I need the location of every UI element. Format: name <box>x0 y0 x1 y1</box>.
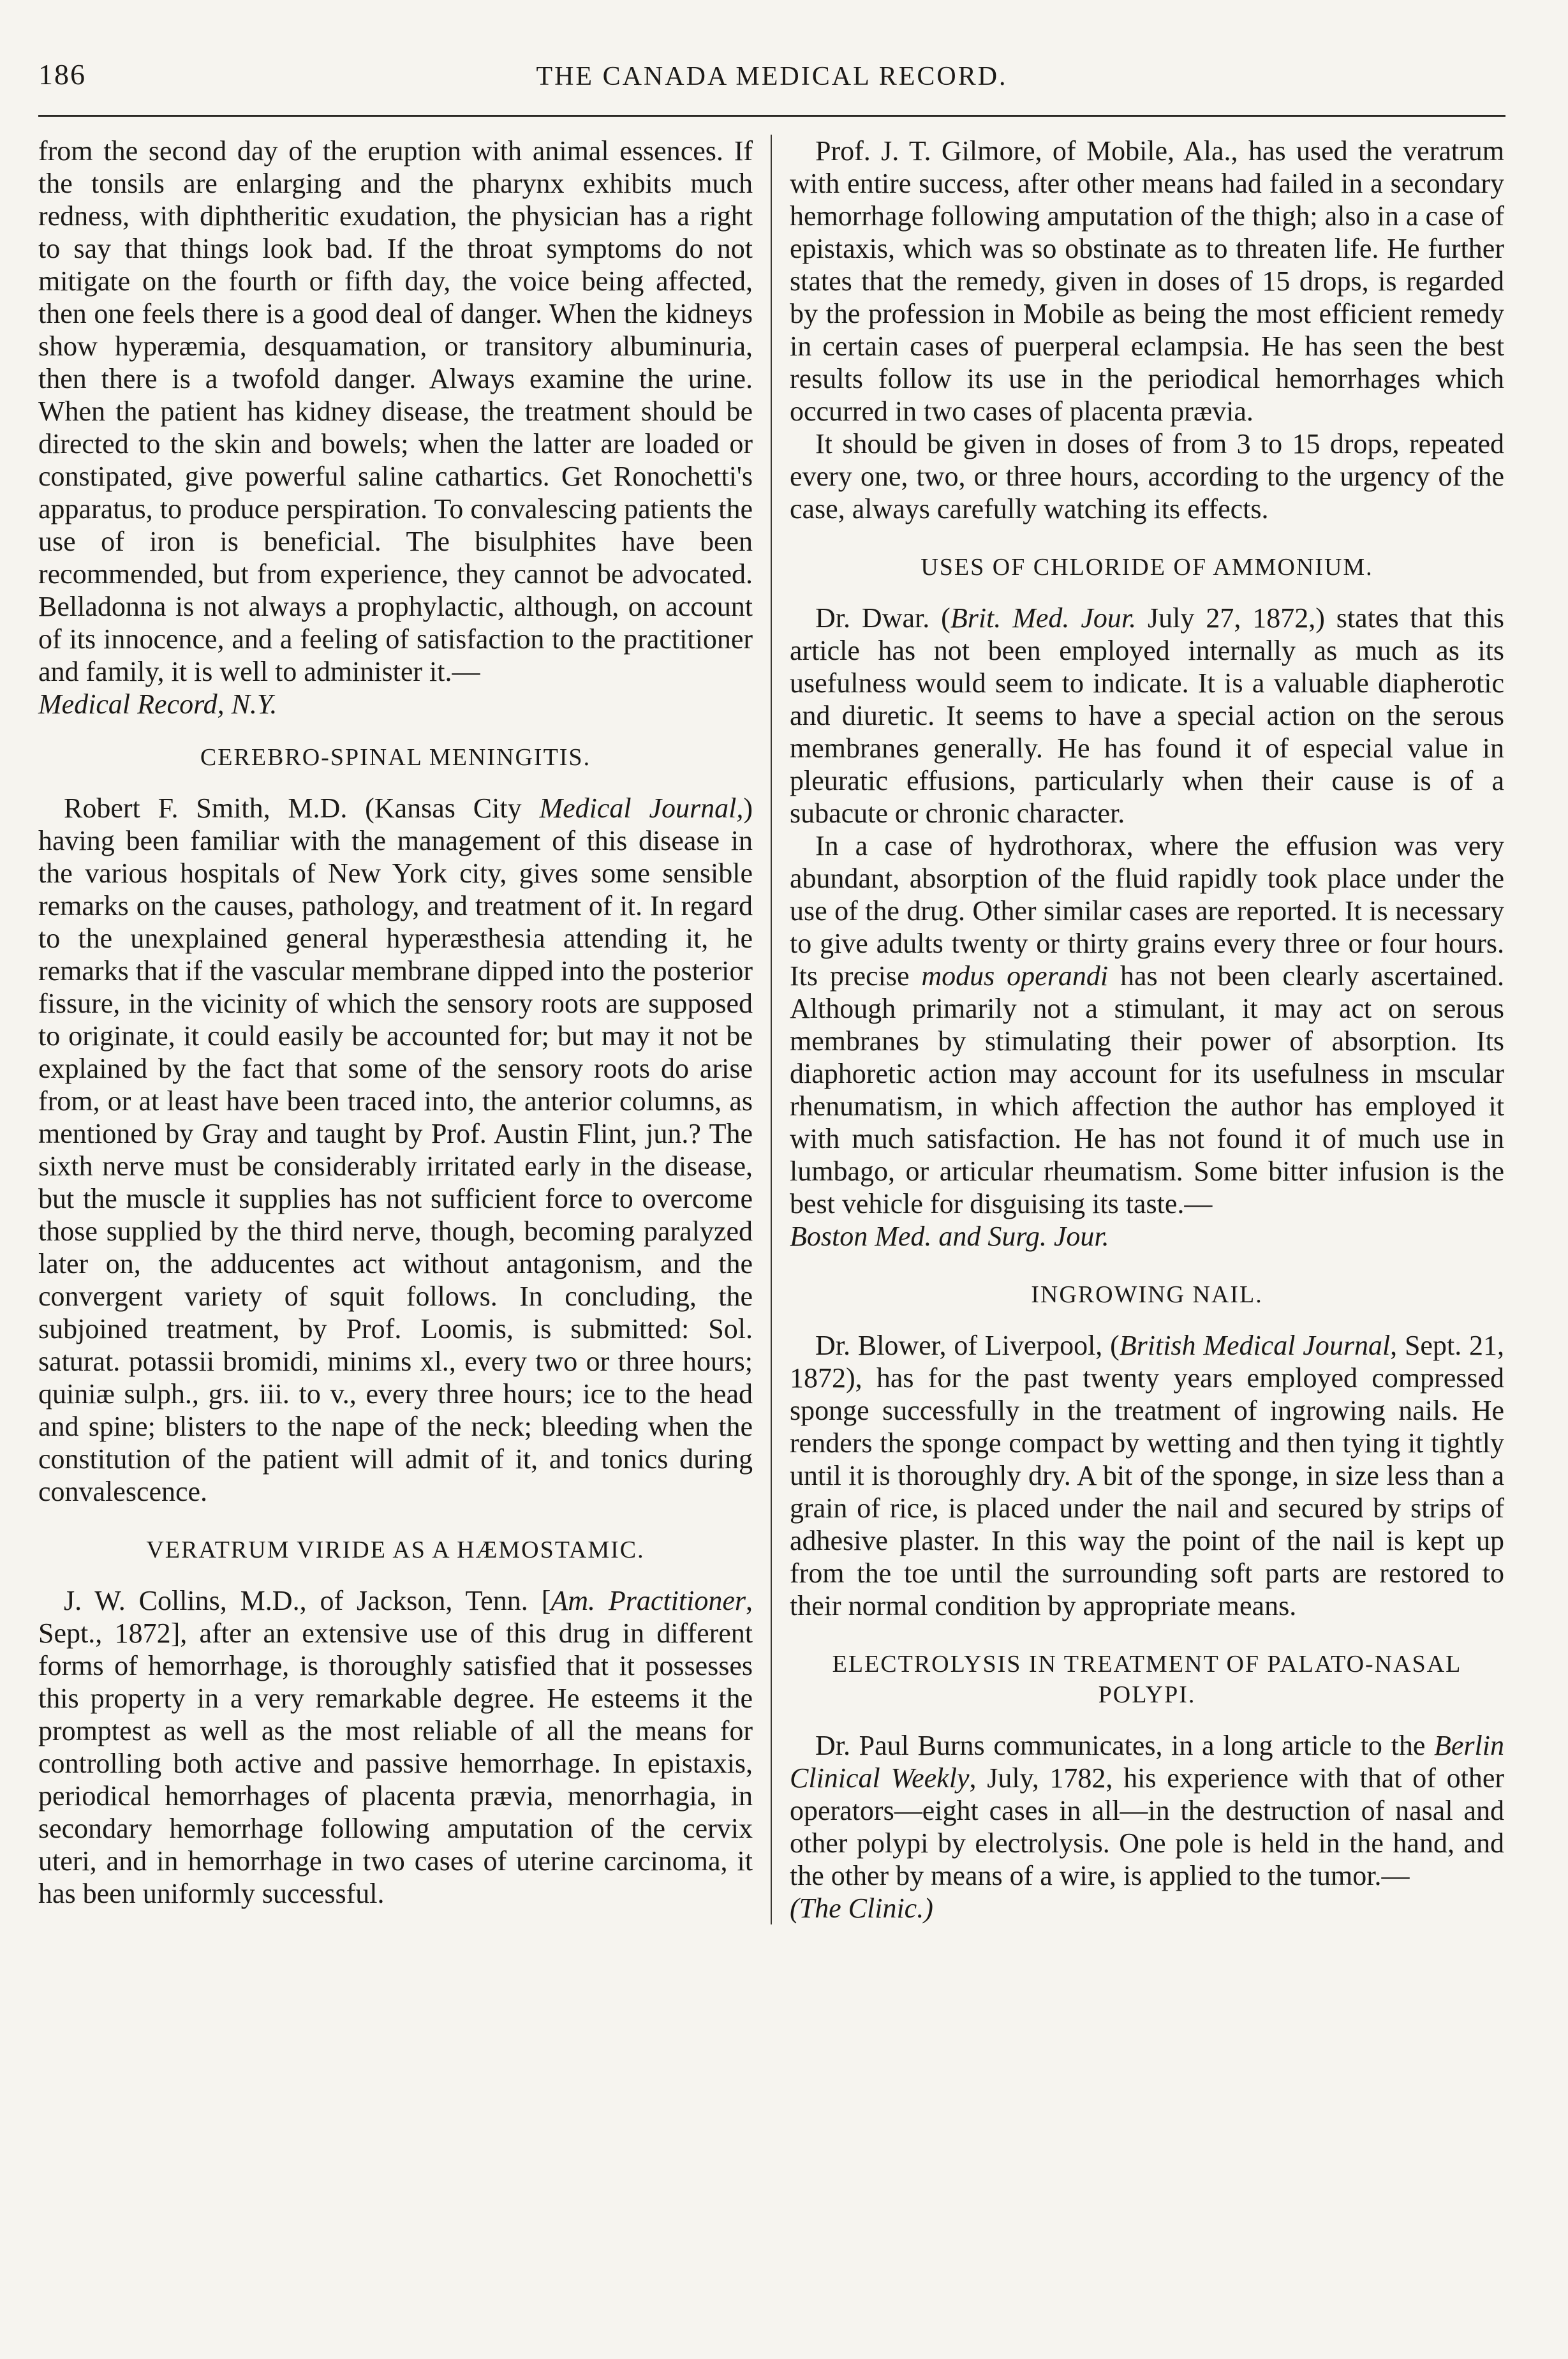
source-citation: British Medical Journal <box>1119 1330 1391 1361</box>
paragraph-text: Dr. Paul Burns communicates, in a long article to the <box>815 1730 1435 1761</box>
source-citation: Boston Med. and Surg. Jour. <box>790 1221 1109 1252</box>
paragraph-text: ) having been familiar with the management of this disease in the various hospitals of New York city, gives some sensible remarks on the causes, pathology, and treatment of it. In regard to the unexplained general hyperæsthesia attending it, he remarks that if the vascular membrane dipped into the posterior fissure, in the vicinity of which the sensory roots are supposed to originate, it could easily be accounted for; but may it not be explained by the fact that some of the sensory roots do arise from, or at least have been traced into, the anterior columns, as mentioned by Gray and taught by Prof. Austin Flint, jun.? The sixth nerve must be considerably irritated early in the disease, but the muscle it supplies has not sufficient force to overcome those supplied by the third nerve, though, becoming paralyzed later on, the adducentes act without antagonism, and the convergent variety of squit follows. In concluding, the subjoined treatment, by Prof. Loomis, is submitted: Sol. saturat. potassii bromidi, minims xl., every two or three hours; quiniæ sulph., grs. iii. to v., every three hours; ice to the head and spine; blisters to the nape of the neck; bleeding when the constitution of the patient will admit of it, and tonics during convalescence. <box>38 793 753 1507</box>
paragraph-text: Robert F. Smith, M.D. (Kansas City <box>64 793 540 824</box>
source-citation: Medical Record, N.Y. <box>38 688 277 720</box>
paragraph-text: In a case of hydrothorax, where the effusion was very abundant, absorption of the fluid rapidly took place under the use of the drug. Other similar cases are reported. It is necessary to give adults twenty or thirty grains every three or four hours. Its precise <box>790 830 1504 992</box>
section-heading-line: ELECTROLYSIS IN TREATMENT OF PALATO-NASAL <box>832 1651 1462 1678</box>
paragraph-text: , July, 1782, his experience with that of other operators—eight cases in all—in the destruction of nasal and other polypi by electrolysis. One pole is held in the hand, and the other by means of a wire, is applied to the tumor.— <box>790 1762 1504 1891</box>
paragraph-text: Dr. Dwar. ( <box>815 602 950 634</box>
article-paragraph <box>790 1729 1504 1924</box>
article-paragraph <box>790 830 1504 1253</box>
source-citation: Berlin Clinical Weekly <box>790 1730 1504 1794</box>
source-citation: Am. Practitioner <box>551 1585 746 1616</box>
article-paragraph <box>790 1329 1504 1622</box>
article-continuation-paragraph <box>38 135 753 720</box>
journal-page <box>38 45 1505 1924</box>
source-citation: (The Clinic.) <box>790 1893 933 1924</box>
section-heading: USES OF CHLORIDE OF AMMONIUM. <box>921 554 1373 581</box>
two-column-body <box>38 135 1505 1924</box>
page-number: 186 <box>38 58 86 91</box>
left-column <box>38 135 771 1924</box>
right-column <box>772 135 1504 1924</box>
article-paragraph <box>790 602 1504 830</box>
article-paragraph: It should be given in doses of from 3 to 15 drops, repeated every one, two, or three hours, according to the urgency of the case, always carefully watching its effects. <box>790 428 1504 525</box>
running-title: THE CANADA MEDICAL RECORD. <box>536 62 1008 91</box>
article-paragraph <box>38 792 753 1508</box>
paragraph-text: J. W. Collins, M.D., of Jackson, Tenn. [ <box>64 1585 551 1616</box>
paragraph-text: has not been clearly ascertained. Although primarily not a stimulant, it may act on serous membranes by stimulating their power of absorption. Its diaphoretic action may account for its usefulness in mscular rhenumatism, in which affection the author has employed it with much satisfaction. He has not found it of much use in lumbago, or articular rheumatism. Some bitter infusion is the best vehicle for disguising its taste.— <box>790 960 1504 1219</box>
paragraph-text: Dr. Blower, of Liverpool, ( <box>815 1330 1120 1361</box>
article-paragraph <box>38 1584 753 1910</box>
paragraph-text: , Sept. 21, 1872), has for the past twenty years employed compressed sponge successfully in the treatment of ingrowing nails. He renders the sponge compact by wetting and then tying it tightly until it is thoroughly dry. A bit of the sponge, in size less than a grain of rice, is placed under the nail and secured by strips of adhesive plaster. In this way the point of the nail is kept up from the toe until the surrounding soft parts are restored to their normal condition by appropriate means. <box>790 1330 1504 1621</box>
page-header <box>38 45 1505 117</box>
article-paragraph: Prof. J. T. Gilmore, of Mobile, Ala., has used the veratrum with entire success, after other means had failed in a secondary hemorrhage following amputation of the thigh; also in a case of epistaxis, which was so obstinate as to threaten life. He further states that the remedy, given in doses of 15 drops, is regarded by the profession in Mobile as being the most efficient remedy in certain cases of puerperal eclampsia. He has seen the best results follow its use in the periodical hemorrhages which occurred in two cases of placenta prævia. <box>790 135 1504 427</box>
italic-phrase: modus operandi <box>921 960 1109 992</box>
section-heading <box>790 1649 1504 1710</box>
paragraph-text: July 27, 1872,) states that this article has not been employed internally as much as its usefulness would seem to indicate. It is a valuable diapherotic and diuretic. It seems to have a special action on the serous membranes generally. He has found it of especial value in pleuratic effusions, particularly when their cause is of a subacute or chronic character. <box>790 602 1505 829</box>
section-heading: CEREBRO-SPINAL MENINGITIS. <box>200 744 591 771</box>
paragraph-text: , Sept., 1872], after an extensive use of this drug in different forms of hemorrhage, is thoroughly satisfied that it possesses this property in a very remarkable degree. He esteems it the promptest as well as the most reliable of all the means for controlling both active and passive hemorrhage. In epistaxis, periodical hemorrhages of placenta prævia, menorrhagia, in secondary hemorrhage following amputation of the cervix uteri, and in hemorrhage in two cases of uterine carcinoma, it has been uniformly successful. <box>38 1585 753 1909</box>
section-heading: VERATRUM VIRIDE AS A HÆMOSTAMIC. <box>146 1537 645 1563</box>
source-citation: Brit. Med. Jour. <box>950 602 1137 634</box>
section-heading: INGROWING NAIL. <box>1031 1281 1263 1308</box>
source-citation: Medical Journal, <box>539 793 744 824</box>
paragraph-text: from the second day of the eruption with animal essences. If the tonsils are enlarging and the pharynx exhibits much redness, with diphtheritic exudation, the physician has a right to say that things look bad. If the throat symptoms do not mitigate on the fourth or fifth day, the voice being affected, then one feels there is a good deal of danger. When the kidneys show hyperæmia, desquamation, or transitory albuminuria, then there is a twofold danger. Always examine the urine. When the patient has kidney disease, the treatment should be directed to the skin and bowels; when the latter are loaded or constipated, give powerful saline cathartics. Get Ronochetti's apparatus, to produce perspiration. To convalescing patients the use of iron is beneficial. The bisulphites have been recommended, but from experience, they cannot be advocated. Belladonna is not always a prophylactic, although, on account of its innocence, and a feeling of satisfaction to the practitioner and family, it is well to administer it.— <box>38 135 753 687</box>
section-heading-line: POLYPI. <box>1098 1681 1196 1708</box>
